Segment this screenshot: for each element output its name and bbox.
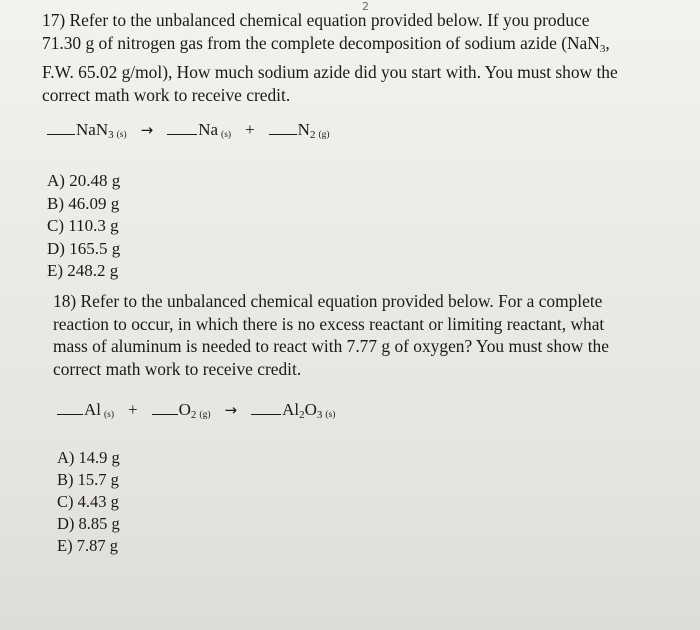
choice-item: A) 20.48 g [47,171,121,190]
species-n2: $N_2$ (g) [297,120,330,141]
question-18-text [53,290,673,380]
pencil-mark: 2 [362,0,369,13]
species-na: Na (s) [198,120,232,140]
choice-item: E) 7.87 g [57,536,118,555]
question-18-choices [57,447,120,557]
question-18-equation [57,400,335,421]
question-17-line-2-subscript: 3 [599,43,606,55]
coefficient-blank-na[interactable] [167,120,197,135]
coefficient-blank-nan3[interactable] [47,120,75,135]
species-al: Al (s) [84,400,115,420]
question-18-number: 18) [53,291,77,311]
plus-sign: + [128,400,138,419]
question-17-line-3: F.W. 65.02 g/mol), How much sodium azide did you start with. You must show the [42,62,618,82]
species-o2: $O_2$ (g) [178,400,211,421]
question-18-line-3: mass of aluminum is needed to react with 7.77 g of oxygen? You must show the [53,336,609,356]
species-nan3: NaN$_3$ (s) [76,120,127,141]
choice-item: E) 248.2 g [47,261,119,280]
choice-item: A) 14.9 g [57,448,120,467]
question-17-line-4: correct math work to receive credit. [42,85,291,105]
question-17-number: 17) [42,10,66,30]
question-18-line-2: reaction to occur, in which there is no excess reactant or limiting reactant, what [53,313,605,334]
coefficient-blank-al2o3[interactable] [251,400,281,415]
choice-item: C) 110.3 g [47,216,119,235]
question-17-line-1: Refer to the unbalanced chemical equation provided below. If you produce [69,10,590,30]
choice-item: B) 15.7 g [57,470,119,489]
species-al2o3: $Al_2O_3$ (s) [282,400,336,421]
question-17-line-2-end: , [605,33,610,53]
reaction-arrow: → [224,401,238,419]
question-17-equation [47,120,330,141]
reaction-arrow: → [140,121,154,139]
choice-item: D) 8.85 g [57,514,120,533]
question-17-choices [47,170,120,283]
question-17-line-2: 71.30 g of nitrogen gas from the complete decomposition of sodium azide (NaN [42,33,600,53]
question-18-line-4: correct math work to receive credit. [53,358,302,379]
coefficient-blank-o2[interactable] [152,400,178,415]
choice-item: D) 165.5 g [47,238,121,258]
coefficient-blank-al[interactable] [57,400,83,415]
question-18-line-1: Refer to the unbalanced chemical equation provided below. For a complete [80,291,603,311]
choice-item: C) 4.43 g [57,492,119,511]
question-17-text [42,9,692,107]
choice-item: B) 46.09 g [47,193,120,213]
plus-sign: + [245,120,255,139]
coefficient-blank-n2[interactable] [269,120,297,135]
